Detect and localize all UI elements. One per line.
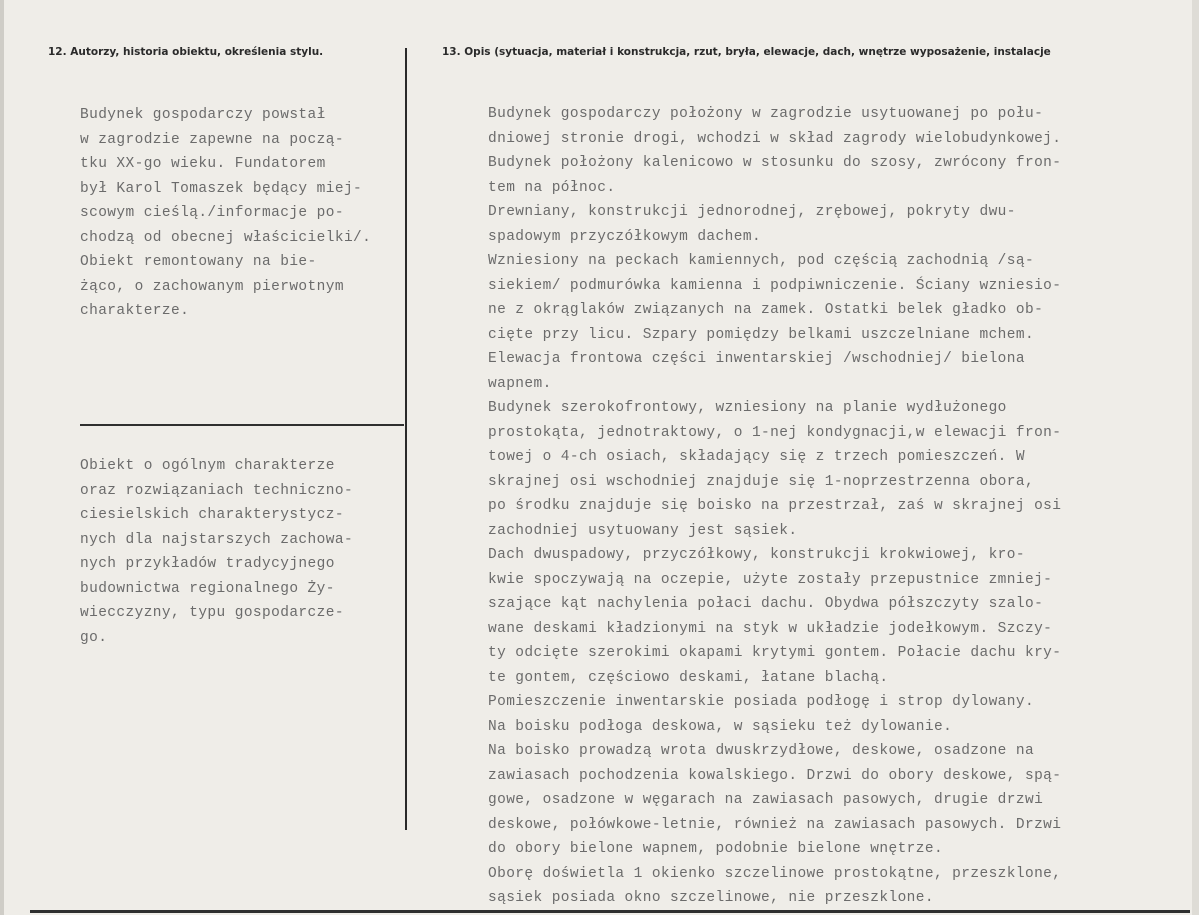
text-line: charakterze.: [80, 303, 190, 319]
text-line: towej o 4-ch osiach, składający się z trzech pomieszczeń. W: [488, 449, 1025, 465]
text-line: nych przykładów tradycyjnego: [80, 556, 335, 572]
text-line: Dach dwuspadowy, przyczółkowy, konstrukcji krokwiowej, kro-: [488, 547, 1025, 563]
text-line: tem na północ.: [488, 179, 616, 196]
page-edge-left: [0, 0, 4, 915]
text-line: Budynek gospodarczy położony w zagrodzie usytuowanej po połu-: [488, 106, 1044, 122]
text-line: szające kąt nachylenia połaci dachu. Obydwa półszczyty szalo-: [488, 596, 1044, 612]
text-line: cięte przy licu. Szpary pomiędzy belkami uszczelniane mchem.: [488, 326, 1035, 343]
text-line: Obiekt remontowany na bie-: [80, 254, 317, 270]
text-line: żąco, o zachowanym pierwotnym: [80, 278, 344, 295]
text-line: chodzą od obecnej właścicielki/.: [80, 229, 372, 246]
text-line: Na boisku podłoga deskowa, w sąsieku też dylowanie.: [488, 718, 953, 735]
text-line: wiecczyzny, typu gospodarcze-: [80, 605, 344, 621]
text-line: spadowym przyczółkowym dachem.: [488, 228, 762, 245]
text-line: te gontem, częściowo deskami, łatane blachą.: [488, 669, 889, 686]
text-line: Na boisko prowadzą wrota dwuskrzydłowe, deskowe, osadzone na: [488, 743, 1035, 759]
text-line: Budynek położony kalenicowo w stosunku do szosy, zwrócony fron-: [488, 155, 1062, 171]
text-line: prostokąta, jednotraktowy, o 1-nej kondygnacji,w elewacji fron-: [488, 424, 1062, 441]
text-line: Drewniany, konstrukcji jednorodnej, zrębowej, pokryty dwu-: [488, 204, 1016, 220]
text-line: w zagrodzie zapewne na począ-: [80, 131, 344, 148]
section-13-heading: 13. Opis (sytuacja, materiał i konstrukcja, rzut, bryła, elewacje, dach, wnętrze wyposażenie, instalacje: [442, 46, 1051, 58]
text-line: scowym cieślą./informacje po-: [80, 205, 344, 221]
text-line: do obory bielone wapnem, podobnie bielone wnętrze.: [488, 841, 944, 857]
text-line: Budynek szerokofrontowy, wzniesiony na planie wydłużonego: [488, 400, 1007, 416]
text-line: wane deskami kładzionymi na styk w układzie jodełkowym. Szczy-: [488, 620, 1053, 637]
text-line: Budynek gospodarczy powstał: [80, 107, 326, 123]
description-text: [488, 102, 1061, 911]
text-line: zawiasach pochodzenia kowalskiego. Drzwi do obory deskowe, spą-: [488, 767, 1062, 784]
text-line: Pomieszczenie inwentarskie posiada podłogę i strop dylowany.: [488, 694, 1035, 710]
text-line: sąsiek posiada okno szczelinowe, nie przeszklone.: [488, 890, 934, 906]
text-line: deskowe, połówkowe-letnie, również na zawiasach pasowych. Drzwi: [488, 816, 1062, 833]
assessment-text: [80, 454, 353, 650]
text-line: Obiekt o ogólnym charakterze: [80, 458, 335, 474]
column-divider: [405, 48, 407, 830]
page-edge-right: [1192, 0, 1199, 915]
text-line: go.: [80, 629, 108, 646]
text-line: gowe, osadzone w węgarach na zawiasach pasowych, drugie drzwi: [488, 792, 1044, 808]
text-line: po środku znajduje się boisko na przestrzał, zaś w skrajnej osi: [488, 498, 1062, 514]
text-line: budownictwa regionalnego Ży-: [80, 580, 335, 597]
section-12-heading: 12. Autorzy, historia obiektu, określenia stylu.: [48, 46, 324, 58]
text-line: nych dla najstarszych zachowa-: [80, 531, 354, 548]
left-section-divider: [80, 424, 404, 426]
text-line: zachodniej usytuowany jest sąsiek.: [488, 522, 798, 539]
text-line: oraz rozwiązaniach techniczno-: [80, 482, 354, 499]
text-line: Wzniesiony na peckach kamiennych, pod częścią zachodnią /są-: [488, 253, 1035, 269]
text-line: dniowej stronie drogi, wchodzi w skład zagrody wielobudynkowej.: [488, 130, 1062, 147]
text-line: ciesielskich charakterystycz-: [80, 507, 344, 523]
text-line: skrajnej osi wschodniej znajduje się 1-noprzestrzenna obora,: [488, 473, 1035, 490]
authors-history-text: [80, 103, 371, 324]
text-line: kwie spoczywają na oczepie, użyte zostały przepustnice zmniej-: [488, 571, 1053, 588]
text-line: był Karol Tomaszek będący miej-: [80, 180, 363, 197]
text-line: wapnem.: [488, 375, 552, 392]
text-line: siekiem/ podmurówka kamienna i podpiwniczenie. Ściany wzniesio-: [488, 277, 1062, 294]
text-line: Elewacja frontowa części inwentarskiej /wschodniej/ bielona: [488, 351, 1025, 367]
text-line: tku XX-go wieku. Fundatorem: [80, 156, 326, 172]
text-line: ty odcięte szerokimi okapami krytymi gontem. Połacie dachu kry-: [488, 645, 1062, 661]
text-line: Oborę doświetla 1 okienko szczelinowe prostokątne, przeszklone,: [488, 865, 1062, 882]
text-line: ne z okrąglaków związanych na zamek. Ostatki belek gładko ob-: [488, 302, 1044, 318]
